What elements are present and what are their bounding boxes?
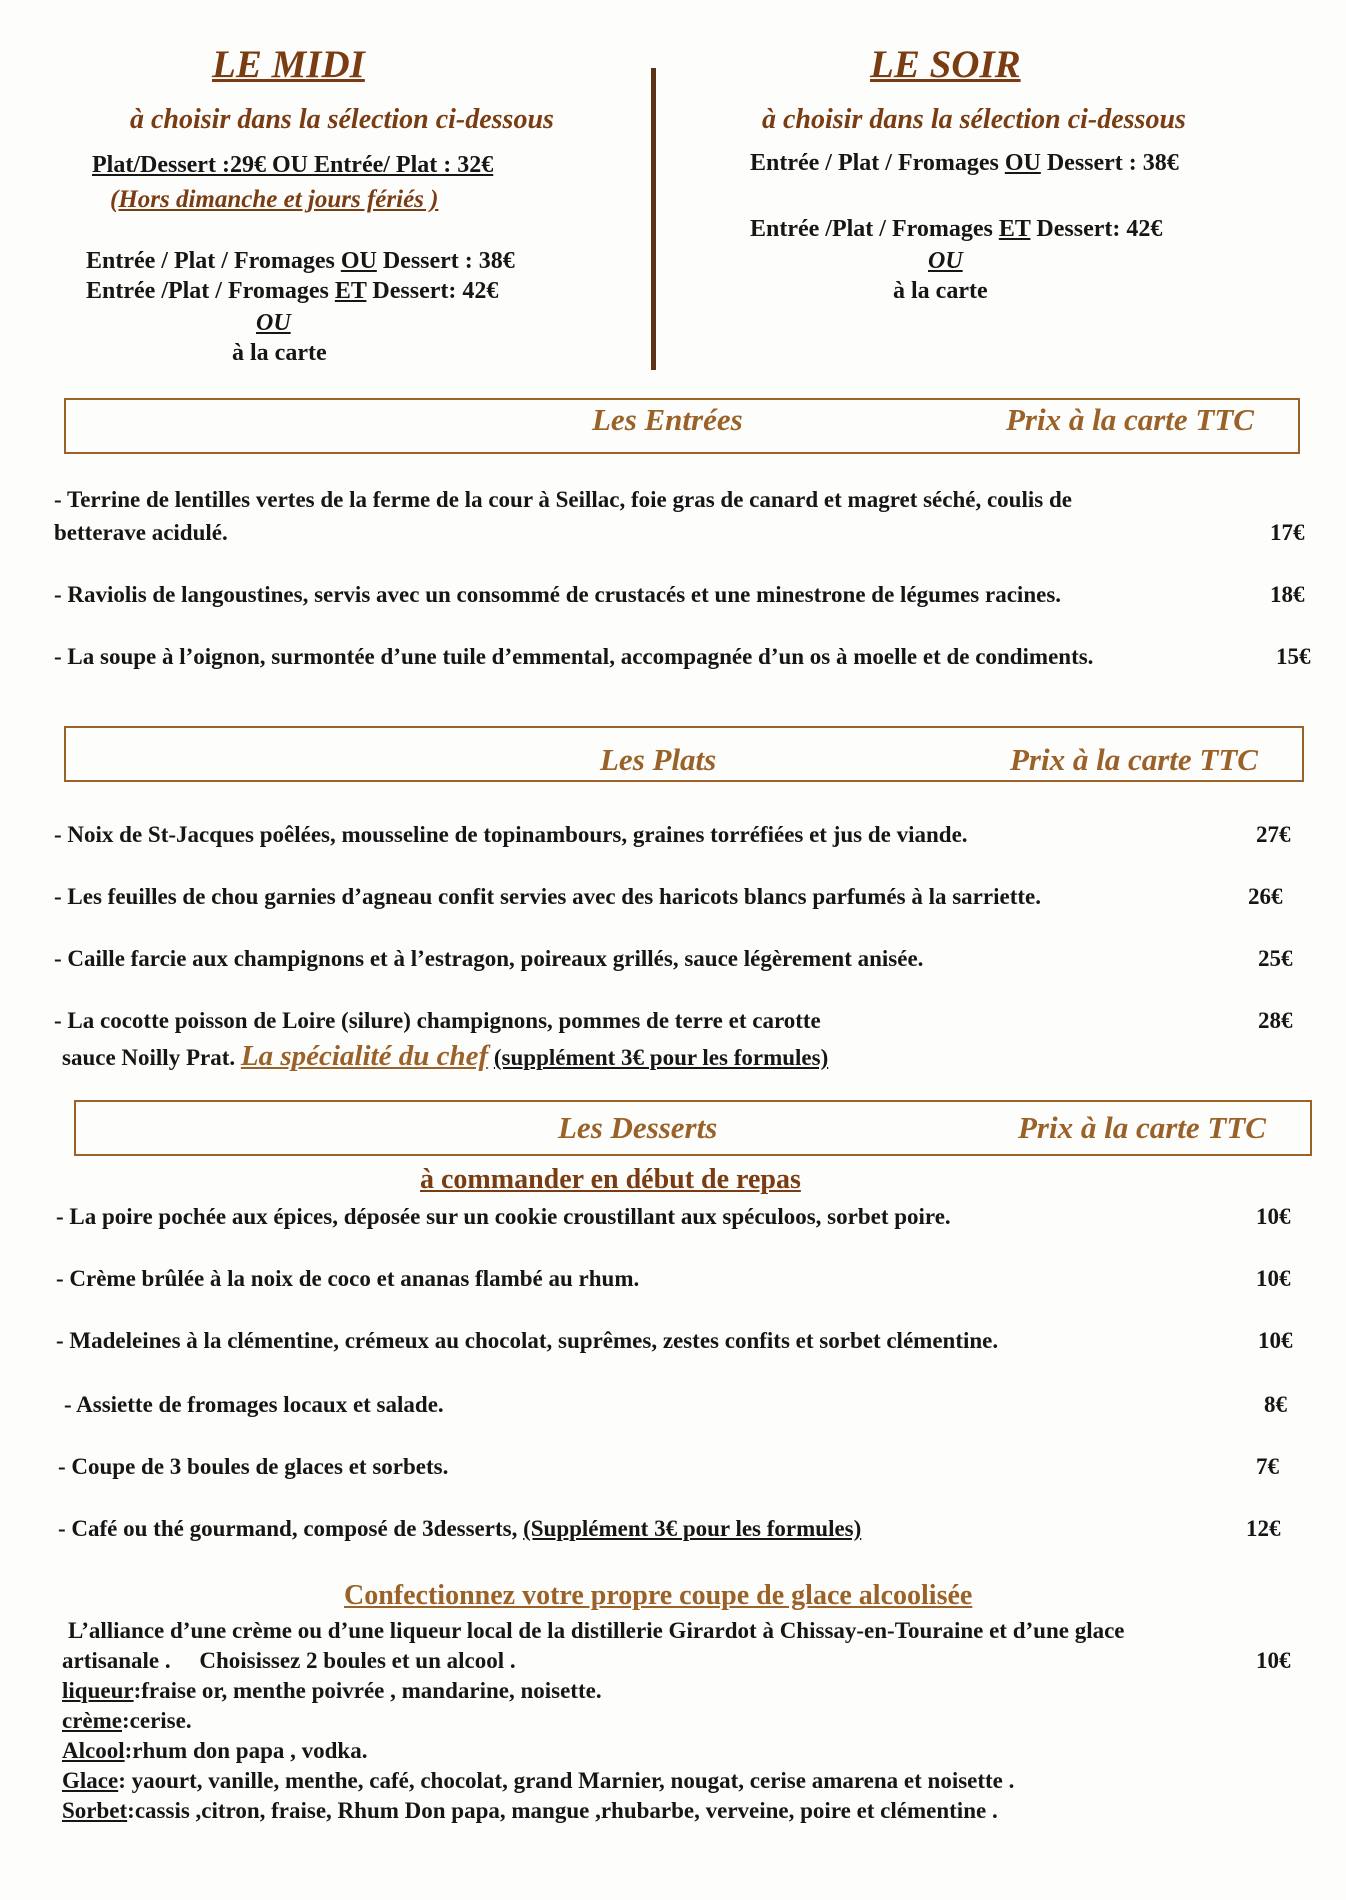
coupe-liqueur: liqueur:fraise or, menthe poivrée , mandarine, noisette.	[62, 1678, 602, 1703]
coupe-line-1: L’alliance d’une crème ou d’une liqueur local de la distillerie Girardot à Chissay-en-Touraine et d’une glace	[68, 1618, 1125, 1643]
soir-subtitle: à choisir dans la sélection ci-dessous	[762, 104, 1186, 135]
midi-formula-2: Entrée / Plat / Fromages OU Dessert : 38€	[86, 248, 515, 274]
coupe-title: Confectionnez votre propre coupe de glace alcoolisée	[344, 1580, 973, 1611]
midi-formula-1: Plat/Dessert :29€ OU Entrée/ Plat : 32€	[92, 152, 494, 178]
dessert-price-3: 10€	[1258, 1328, 1293, 1353]
plats-price-header: Prix à la carte TTC	[1010, 742, 1258, 777]
dessert-item-5: - Coupe de 3 boules de glaces et sorbets.	[58, 1454, 449, 1479]
midi-title: LE MIDI	[212, 43, 365, 86]
plat-price-1: 27€	[1256, 822, 1291, 847]
plat-item-2: - Les feuilles de chou garnies d’agneau confit servies avec des haricots blancs parfumés à la sarriette.	[54, 884, 1041, 909]
entrees-price-header: Prix à la carte TTC	[1006, 402, 1254, 437]
dessert-price-1: 10€	[1256, 1204, 1291, 1229]
dessert-price-4: 8€	[1264, 1392, 1287, 1417]
dessert-supplement: (Supplément 3€ pour les formules)	[523, 1516, 862, 1541]
soir-carte: à la carte	[893, 278, 988, 304]
midi-formula-note: (Hors dimanche et jours fériés )	[110, 186, 439, 213]
entree-item-1-cont: betterave acidulé.	[54, 520, 228, 545]
entree-item-1: - Terrine de lentilles vertes de la ferme de la cour à Seillac, foie gras de canard et magret séché, coulis de	[54, 487, 1072, 512]
chef-special: La spécialité du chef	[240, 1040, 489, 1072]
plat-item-3: - Caille farcie aux champignons et à l’estragon, poireaux grillés, sauce légèrement anisée.	[54, 946, 924, 971]
coupe-glace: Glace: yaourt, vanille, menthe, café, chocolat, grand Marnier, nougat, cerise amarena et noisette .	[62, 1768, 1015, 1793]
dessert-item-1: - La poire pochée aux épices, déposée sur un cookie croustillant aux spéculoos, sorbet poire.	[56, 1204, 951, 1229]
plat-item-1: - Noix de St-Jacques poêlées, mousseline de topinambours, graines torréfiées et jus de viande.	[54, 822, 968, 847]
dessert-price-6: 12€	[1246, 1516, 1281, 1541]
midi-ou: OU	[256, 310, 291, 336]
dessert-item-4: - Assiette de fromages locaux et salade.	[64, 1392, 444, 1417]
entree-item-3: - La soupe à l’oignon, surmontée d’une tuile d’emmental, accompagnée d’un os à moelle et de condiments.	[54, 644, 1094, 669]
desserts-price-header: Prix à la carte TTC	[1018, 1110, 1266, 1145]
entree-price-3: 15€	[1276, 644, 1311, 669]
entree-item-2: - Raviolis de langoustines, servis avec un consommé de crustacés et une minestrone de légumes racines.	[54, 582, 1062, 607]
dessert-item-2: - Crème brûlée à la noix de coco et ananas flambé au rhum.	[56, 1266, 640, 1291]
soir-title: LE SOIR	[870, 43, 1021, 86]
coupe-sorbet: Sorbet:cassis ,citron, fraise, Rhum Don papa, mangue ,rhubarbe, verveine, poire et clémentine .	[62, 1798, 998, 1823]
plat-item-4: - La cocotte poisson de Loire (silure) champignons, pommes de terre et carotte	[54, 1008, 821, 1033]
plat-supplement: (supplément 3€ pour les formules)	[493, 1045, 829, 1070]
soir-formula-2: Entrée /Plat / Fromages ET Dessert: 42€	[750, 216, 1163, 242]
midi-formula-3: Entrée /Plat / Fromages ET Dessert: 42€	[86, 278, 499, 304]
plats-title: Les Plats	[600, 742, 717, 777]
entree-price-1: 17€	[1270, 520, 1305, 545]
plat-price-2: 26€	[1248, 884, 1283, 909]
entrees-title: Les Entrées	[592, 402, 743, 437]
coupe-alcool: Alcool:rhum don papa , vodka.	[62, 1738, 368, 1763]
dessert-item-6: - Café ou thé gourmand, composé de 3desserts, (Supplément 3€ pour les formules)	[58, 1516, 862, 1541]
dessert-price-2: 10€	[1256, 1266, 1291, 1291]
soir-formula-1: Entrée / Plat / Fromages OU Dessert : 38€	[750, 150, 1179, 176]
coupe-price: 10€	[1256, 1648, 1291, 1673]
desserts-title: Les Desserts	[558, 1110, 718, 1145]
midi-carte: à la carte	[232, 340, 327, 366]
dessert-item-3: - Madeleines à la clémentine, crémeux au chocolat, suprêmes, zestes confits et sorbet clémentine.	[56, 1328, 999, 1353]
plat-item-4-cont: sauce Noilly Prat. La spécialité du chef (supplément 3€ pour les formules)	[62, 1040, 829, 1072]
plat-price-4: 28€	[1258, 1008, 1293, 1033]
column-divider	[651, 68, 656, 370]
midi-subtitle: à choisir dans la sélection ci-dessous	[130, 104, 554, 135]
coupe-line-2: artisanale . Choisissez 2 boules et un alcool .	[62, 1648, 516, 1673]
desserts-order-note: à commander en début de repas	[420, 1164, 801, 1195]
plat-price-3: 25€	[1258, 946, 1293, 971]
soir-ou: OU	[928, 248, 963, 274]
entree-price-2: 18€	[1270, 582, 1305, 607]
dessert-price-5: 7€	[1256, 1454, 1279, 1479]
coupe-creme: crème:cerise.	[62, 1708, 192, 1733]
